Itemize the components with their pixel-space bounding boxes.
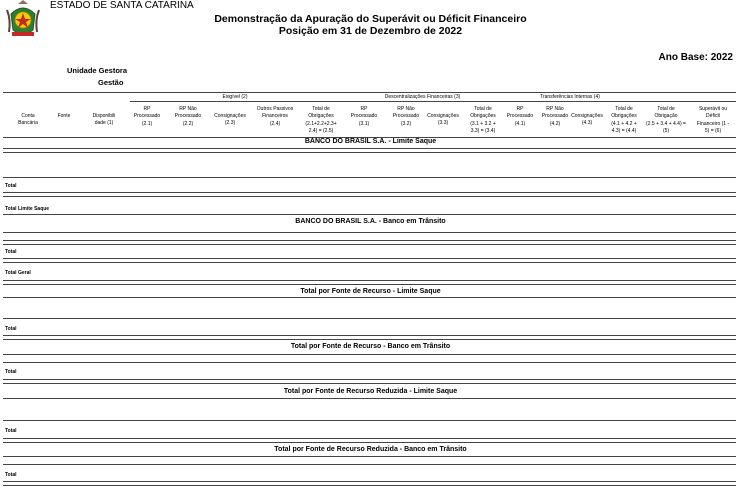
rule (3, 354, 736, 355)
rule (3, 192, 736, 193)
total-row-label: Total (5, 183, 17, 189)
section-bb-banco-transito: BANCO DO BRASIL S.A. - Banco em Trânsito (295, 218, 446, 225)
total-row-label: Total (5, 428, 17, 434)
total-row-label: Total (5, 369, 17, 375)
rule (3, 456, 736, 457)
col-total-obrigacoes-3: Total de Obrigações (3.1 + 3.2 + 3.3) = (3.4) (470, 106, 496, 135)
rule (3, 438, 736, 439)
col-consignacoes-3: Consignações (3.3) (427, 113, 459, 127)
rule (3, 244, 736, 245)
section-fonte-banco-transito: Total por Fonte de Recurso - Banco em Trânsito (290, 343, 451, 350)
rule (3, 262, 736, 263)
rule (3, 284, 736, 285)
rule (3, 383, 736, 384)
rule (3, 214, 736, 215)
state-name: ESTADO DE SANTA CATARINA (50, 0, 194, 11)
col-consignacoes-4: Consignações (4.3) (571, 113, 603, 127)
total-row-label: Total (5, 249, 17, 255)
col-total-obrigacao-5: Total de Obrigação (2.5 + 3.4 + 4.4) = (5) (646, 106, 686, 135)
rule (3, 318, 736, 319)
base-year: Ano Base: 2022 (658, 52, 733, 63)
col-consignacoes-2: Consignações (2.3) (214, 113, 246, 127)
col-rp-processado-3: RP Processado (3.1) (350, 106, 378, 127)
rule (3, 464, 736, 465)
col-outros-passivos: Outros Passivos Financeiros (2.4) (256, 106, 294, 127)
col-conta-bancaria: Conta Bancária (18, 113, 38, 127)
rule (3, 420, 736, 421)
group-transferencias: Transferências Internas (4) (540, 94, 600, 100)
section-fonte-limite-saque: Total por Fonte de Recurso - Limite Saque (300, 288, 441, 295)
col-fonte: Fonte (57, 113, 71, 119)
total-row-label: Total (5, 326, 17, 332)
section-reduzida-limite-saque: Total por Fonte de Recurso Reduzida - Limite Saque (283, 388, 458, 395)
rule (3, 362, 736, 363)
rule (3, 280, 736, 281)
col-rp-nao-processado-2: RP Não Processado (2.2) (174, 106, 202, 127)
rule (3, 152, 736, 153)
report-title: Demonstração da Apuração do Superávit ou Déficit Financeiro (214, 13, 527, 25)
rule (3, 297, 736, 298)
rule (3, 177, 736, 178)
section-bb-limite-saque: BANCO DO BRASIL S.A. - Limite Saque (304, 138, 437, 145)
rule (3, 379, 736, 380)
rule (3, 339, 736, 340)
rule (3, 258, 736, 259)
total-limite-saque-label: Total Limite Saque (5, 206, 50, 212)
col-total-obrigacoes-4: Total de Obrigações (4.1 + 4.2 + 4.3) = (4.4) (611, 106, 637, 135)
rule (3, 148, 736, 149)
total-row-label: Total (5, 472, 17, 478)
section-reduzida-banco-transito: Total por Fonte de Recurso Reduzida - Banco em Trânsito (274, 446, 467, 453)
rule (3, 481, 736, 482)
col-rp-processado-4: RP Processado (4.1) (506, 106, 534, 127)
header-top-rule (3, 92, 736, 93)
col-rp-processado-2: RP Processado (2.1) (133, 106, 161, 127)
rule (3, 335, 736, 336)
col-rp-nao-processado-4: RP Não Processado (4.2) (541, 106, 569, 127)
group-rule (130, 101, 736, 102)
rule (3, 442, 736, 443)
group-descentralizacoes: Descentralizações Financeiras (3) (384, 94, 461, 100)
col-rp-nao-processado-3: RP Não Processado (3.2) (392, 106, 420, 127)
rule (3, 398, 736, 399)
col-disponibilidade: Disponibili dade (1) (92, 113, 116, 127)
group-exigivel: Exigível (2) (222, 94, 248, 100)
total-geral-label: Total Geral (5, 270, 31, 276)
rule (3, 196, 736, 197)
col-superavit-deficit: Superávit ou Déficit Financeiro (1 - 5) = (6) (696, 106, 730, 135)
gestao-label: Gestão (98, 78, 124, 87)
rule (3, 232, 736, 233)
col-total-obrigacoes-2: Total de Obrigações (2.1+2.2+2.3+ 2.4) = (2.5) (305, 106, 337, 135)
rule (3, 485, 736, 486)
unidade-gestora-label: Unidade Gestora (67, 66, 128, 75)
rule (3, 240, 736, 241)
report-subtitle: Posição em 31 de Dezembro de 2022 (278, 25, 463, 37)
